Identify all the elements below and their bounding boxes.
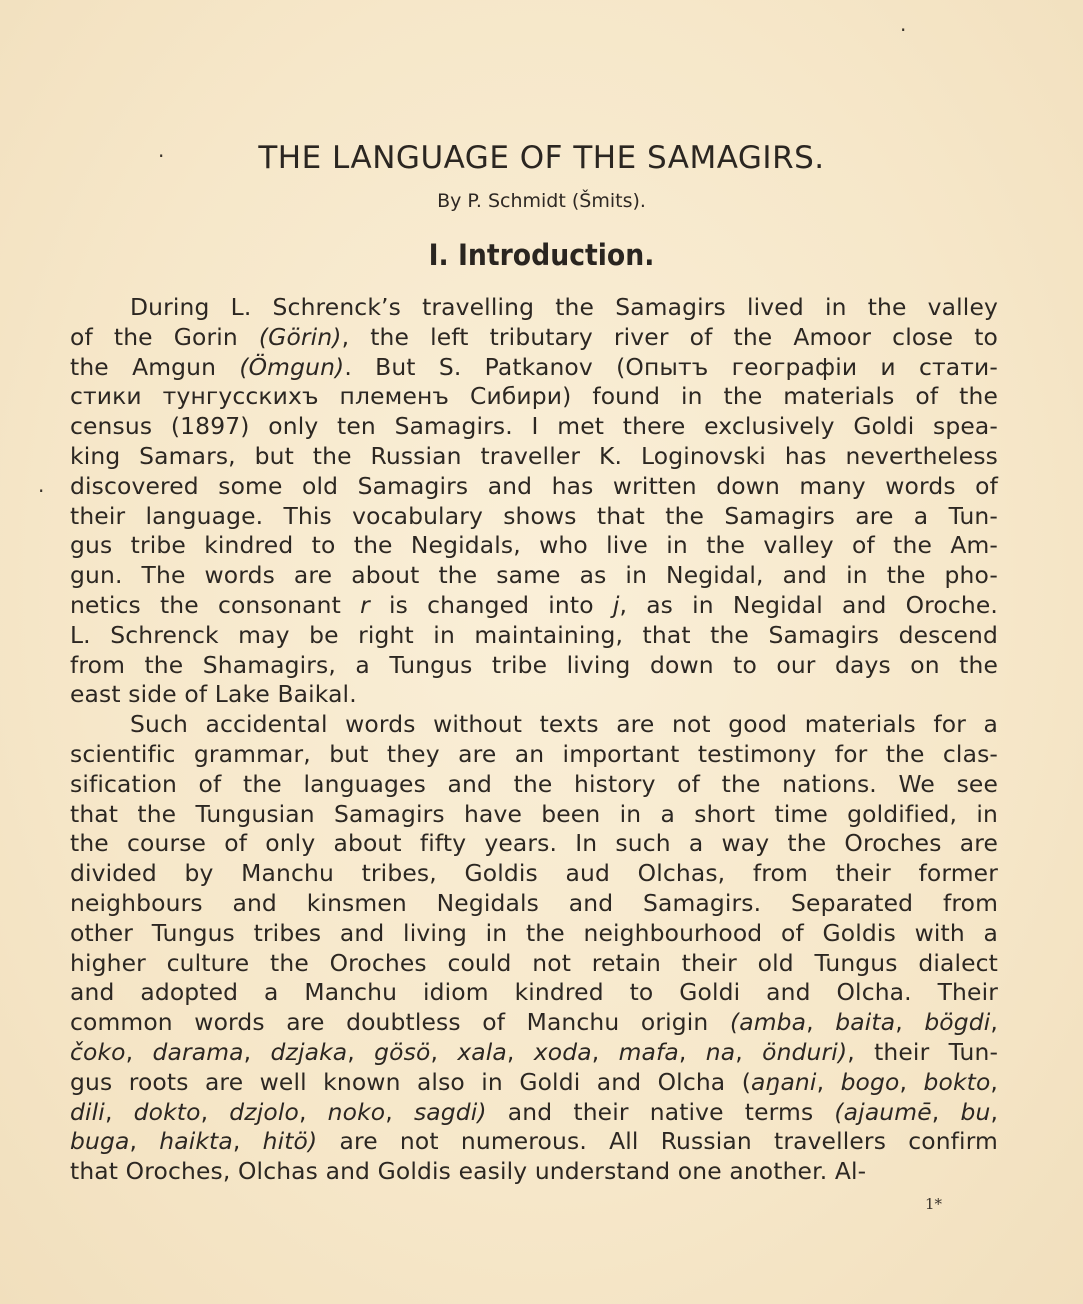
italic-term: bu: [960, 1097, 991, 1126]
text-run: ,: [899, 1067, 924, 1096]
text-line: [70, 382, 998, 412]
italic-term: dokto: [133, 1097, 201, 1126]
text-run: other Tungus tribes and living in the neighbourhood of Goldis with a: [70, 918, 998, 947]
text-run: from the Shamagirs, a Tungus tribe living down to our days on the: [70, 650, 998, 679]
text-run: , the left tributary river of the Amoor close to: [341, 322, 998, 351]
italic-term: buga: [70, 1127, 130, 1156]
text-run: стики тунгусскихъ племенъ Сибири) found in the materials of the: [70, 382, 998, 411]
stray-dot-mark: ·: [38, 479, 45, 503]
text-run: ,: [125, 1037, 153, 1066]
text-run: gus roots are well known also in Goldi and Olcha (: [70, 1067, 751, 1096]
article-body: [70, 293, 998, 1187]
text-run: , as in Negidal and Oroche.: [619, 590, 999, 619]
text-run: and adopted a Manchu idiom kindred to Goldi and Olcha. Their: [70, 978, 998, 1007]
text-run: gus tribe kindred to the Negidals, who live in the valley of the Am-: [70, 531, 998, 560]
text-run: ,: [385, 1097, 414, 1126]
italic-term: noko: [327, 1097, 386, 1126]
text-line: [70, 949, 998, 979]
text-run: their language. This vocabulary shows that the Samagirs are a Tun-: [70, 501, 998, 530]
text-run: ,: [591, 1037, 619, 1066]
text-run: Such accidental words without texts are not good materials for a: [130, 710, 998, 739]
italic-term: sagdi): [413, 1097, 487, 1126]
text-line: [70, 1157, 998, 1187]
italic-term: dili: [70, 1097, 105, 1126]
text-run: ,: [990, 1067, 999, 1096]
text-run: ,: [232, 1127, 263, 1156]
text-line: [70, 1127, 998, 1157]
text-line: [70, 1068, 998, 1098]
text-line: [70, 680, 998, 710]
italic-term: bokto: [923, 1067, 991, 1096]
italic-term: bögdi: [924, 1008, 991, 1037]
text-line: [70, 1038, 998, 1068]
text-line: [70, 800, 998, 830]
text-line: [70, 502, 998, 532]
italic-term: haikta: [159, 1127, 233, 1156]
page-marker: 1*: [925, 1195, 943, 1213]
italic-term: (Görin): [258, 322, 342, 351]
text-run: the Amgun: [70, 352, 240, 381]
text-line: [70, 919, 998, 949]
text-run: of the Gorin: [70, 322, 259, 351]
text-run: gun. The words are about the same as in Negidal, and in the pho-: [70, 561, 998, 590]
text-run: ,: [347, 1037, 375, 1066]
italic-term: aŋani: [750, 1067, 817, 1096]
italic-term: dzjaka: [270, 1037, 348, 1066]
text-line: [70, 1008, 998, 1038]
text-run: common words are doubtless of Manchu origin: [70, 1008, 730, 1037]
italic-term: xoda: [533, 1037, 592, 1066]
text-line: [70, 651, 998, 681]
text-line: [70, 323, 998, 353]
italic-term: darama: [152, 1037, 244, 1066]
text-run: ,: [430, 1037, 458, 1066]
text-line: [70, 591, 998, 621]
text-run: ,: [990, 1097, 999, 1126]
text-line: [70, 978, 998, 1008]
text-run: that the Tungusian Samagirs have been in a short time goldified, in: [70, 799, 998, 828]
text-line: [70, 770, 998, 800]
paragraph: [70, 293, 998, 710]
text-run: is changed into: [369, 590, 613, 619]
italic-term: (amba: [729, 1008, 807, 1037]
text-run: divided by Manchu tribes, Goldis aud Olchas, from their former: [70, 859, 998, 888]
text-line: [70, 829, 998, 859]
text-line: [70, 561, 998, 591]
text-run: ,: [931, 1097, 961, 1126]
italic-term: na: [705, 1037, 736, 1066]
text-run: . But S. Patkanov (Опытъ географіи и стати-: [344, 352, 998, 381]
italic-term: baita: [835, 1008, 896, 1037]
text-run: ,: [506, 1037, 534, 1066]
italic-term: önduri): [762, 1037, 848, 1066]
text-line: [70, 353, 998, 383]
author-byline: By P. Schmidt (Šmits).: [437, 190, 646, 212]
text-run: sification of the languages and the history of the nations. We see: [70, 769, 998, 798]
text-run: higher culture the Oroches could not retain their old Tungus dialect: [70, 948, 998, 977]
text-run: are not numerous. All Russian travellers confirm: [317, 1127, 998, 1156]
text-run: east side of Lake Baikal.: [70, 680, 357, 709]
italic-term: hitö): [262, 1127, 318, 1156]
italic-term: čoko: [70, 1037, 126, 1066]
paragraph: [70, 710, 998, 1187]
text-line: [70, 1098, 998, 1128]
text-line: [70, 889, 998, 919]
text-line: [70, 442, 998, 472]
section-heading: I. Introduction.: [428, 238, 655, 272]
stray-dot-mark: ·: [900, 18, 907, 42]
italic-term: dzjolo: [229, 1097, 299, 1126]
text-run: scientific grammar, but they are an important testimony for the clas-: [70, 739, 998, 768]
italic-term: j: [612, 590, 620, 619]
italic-term: gösö: [374, 1037, 431, 1066]
text-run: L. Schrenck may be right in maintaining, that the Samagirs descend: [70, 620, 998, 649]
text-run: ,: [806, 1008, 836, 1037]
text-run: ,: [129, 1127, 160, 1156]
text-line: [70, 859, 998, 889]
text-line: [70, 740, 998, 770]
text-line: [70, 531, 998, 561]
text-run: ,: [735, 1037, 763, 1066]
stray-dot-mark: ·: [158, 144, 165, 168]
text-run: ,: [104, 1097, 134, 1126]
text-run: that Oroches, Olchas and Goldis easily understand one another. Al-: [70, 1157, 867, 1186]
text-line: [70, 412, 998, 442]
text-line: [70, 621, 998, 651]
italic-term: xala: [457, 1037, 507, 1066]
italic-term: bogo: [840, 1067, 900, 1096]
text-run: During L. Schrenck’s travelling the Samagirs lived in the valley: [130, 293, 998, 321]
text-run: and their native terms: [486, 1097, 835, 1126]
text-run: discovered some old Samagirs and has written down many words of: [70, 471, 998, 500]
text-run: ,: [895, 1008, 925, 1037]
text-run: ,: [298, 1097, 328, 1126]
text-run: ,: [243, 1037, 271, 1066]
text-line: [70, 293, 998, 323]
italic-term: (ajaumē: [834, 1097, 932, 1126]
text-run: , their Tun-: [847, 1037, 999, 1066]
text-run: king Samars, but the Russian traveller K. Loginovski has nevertheless: [70, 441, 998, 470]
italic-term: (Ömgun): [239, 352, 345, 381]
italic-term: mafa: [618, 1037, 679, 1066]
text-line: [70, 710, 998, 740]
text-run: the course of only about fifty years. In such a way the Oroches are: [70, 829, 998, 858]
text-run: census (1897) only ten Samagirs. I met there exclusively Goldi spea-: [70, 412, 998, 441]
italic-term: r: [360, 590, 370, 619]
text-run: ,: [816, 1067, 841, 1096]
article-title: THE LANGUAGE OF THE SAMAGIRS.: [258, 140, 825, 176]
text-run: neighbours and kinsmen Negidals and Samagirs. Separated from: [70, 888, 998, 917]
text-run: ,: [200, 1097, 230, 1126]
text-line: [70, 472, 998, 502]
text-run: ,: [990, 1008, 999, 1037]
text-run: netics the consonant: [70, 590, 361, 619]
text-run: ,: [678, 1037, 706, 1066]
